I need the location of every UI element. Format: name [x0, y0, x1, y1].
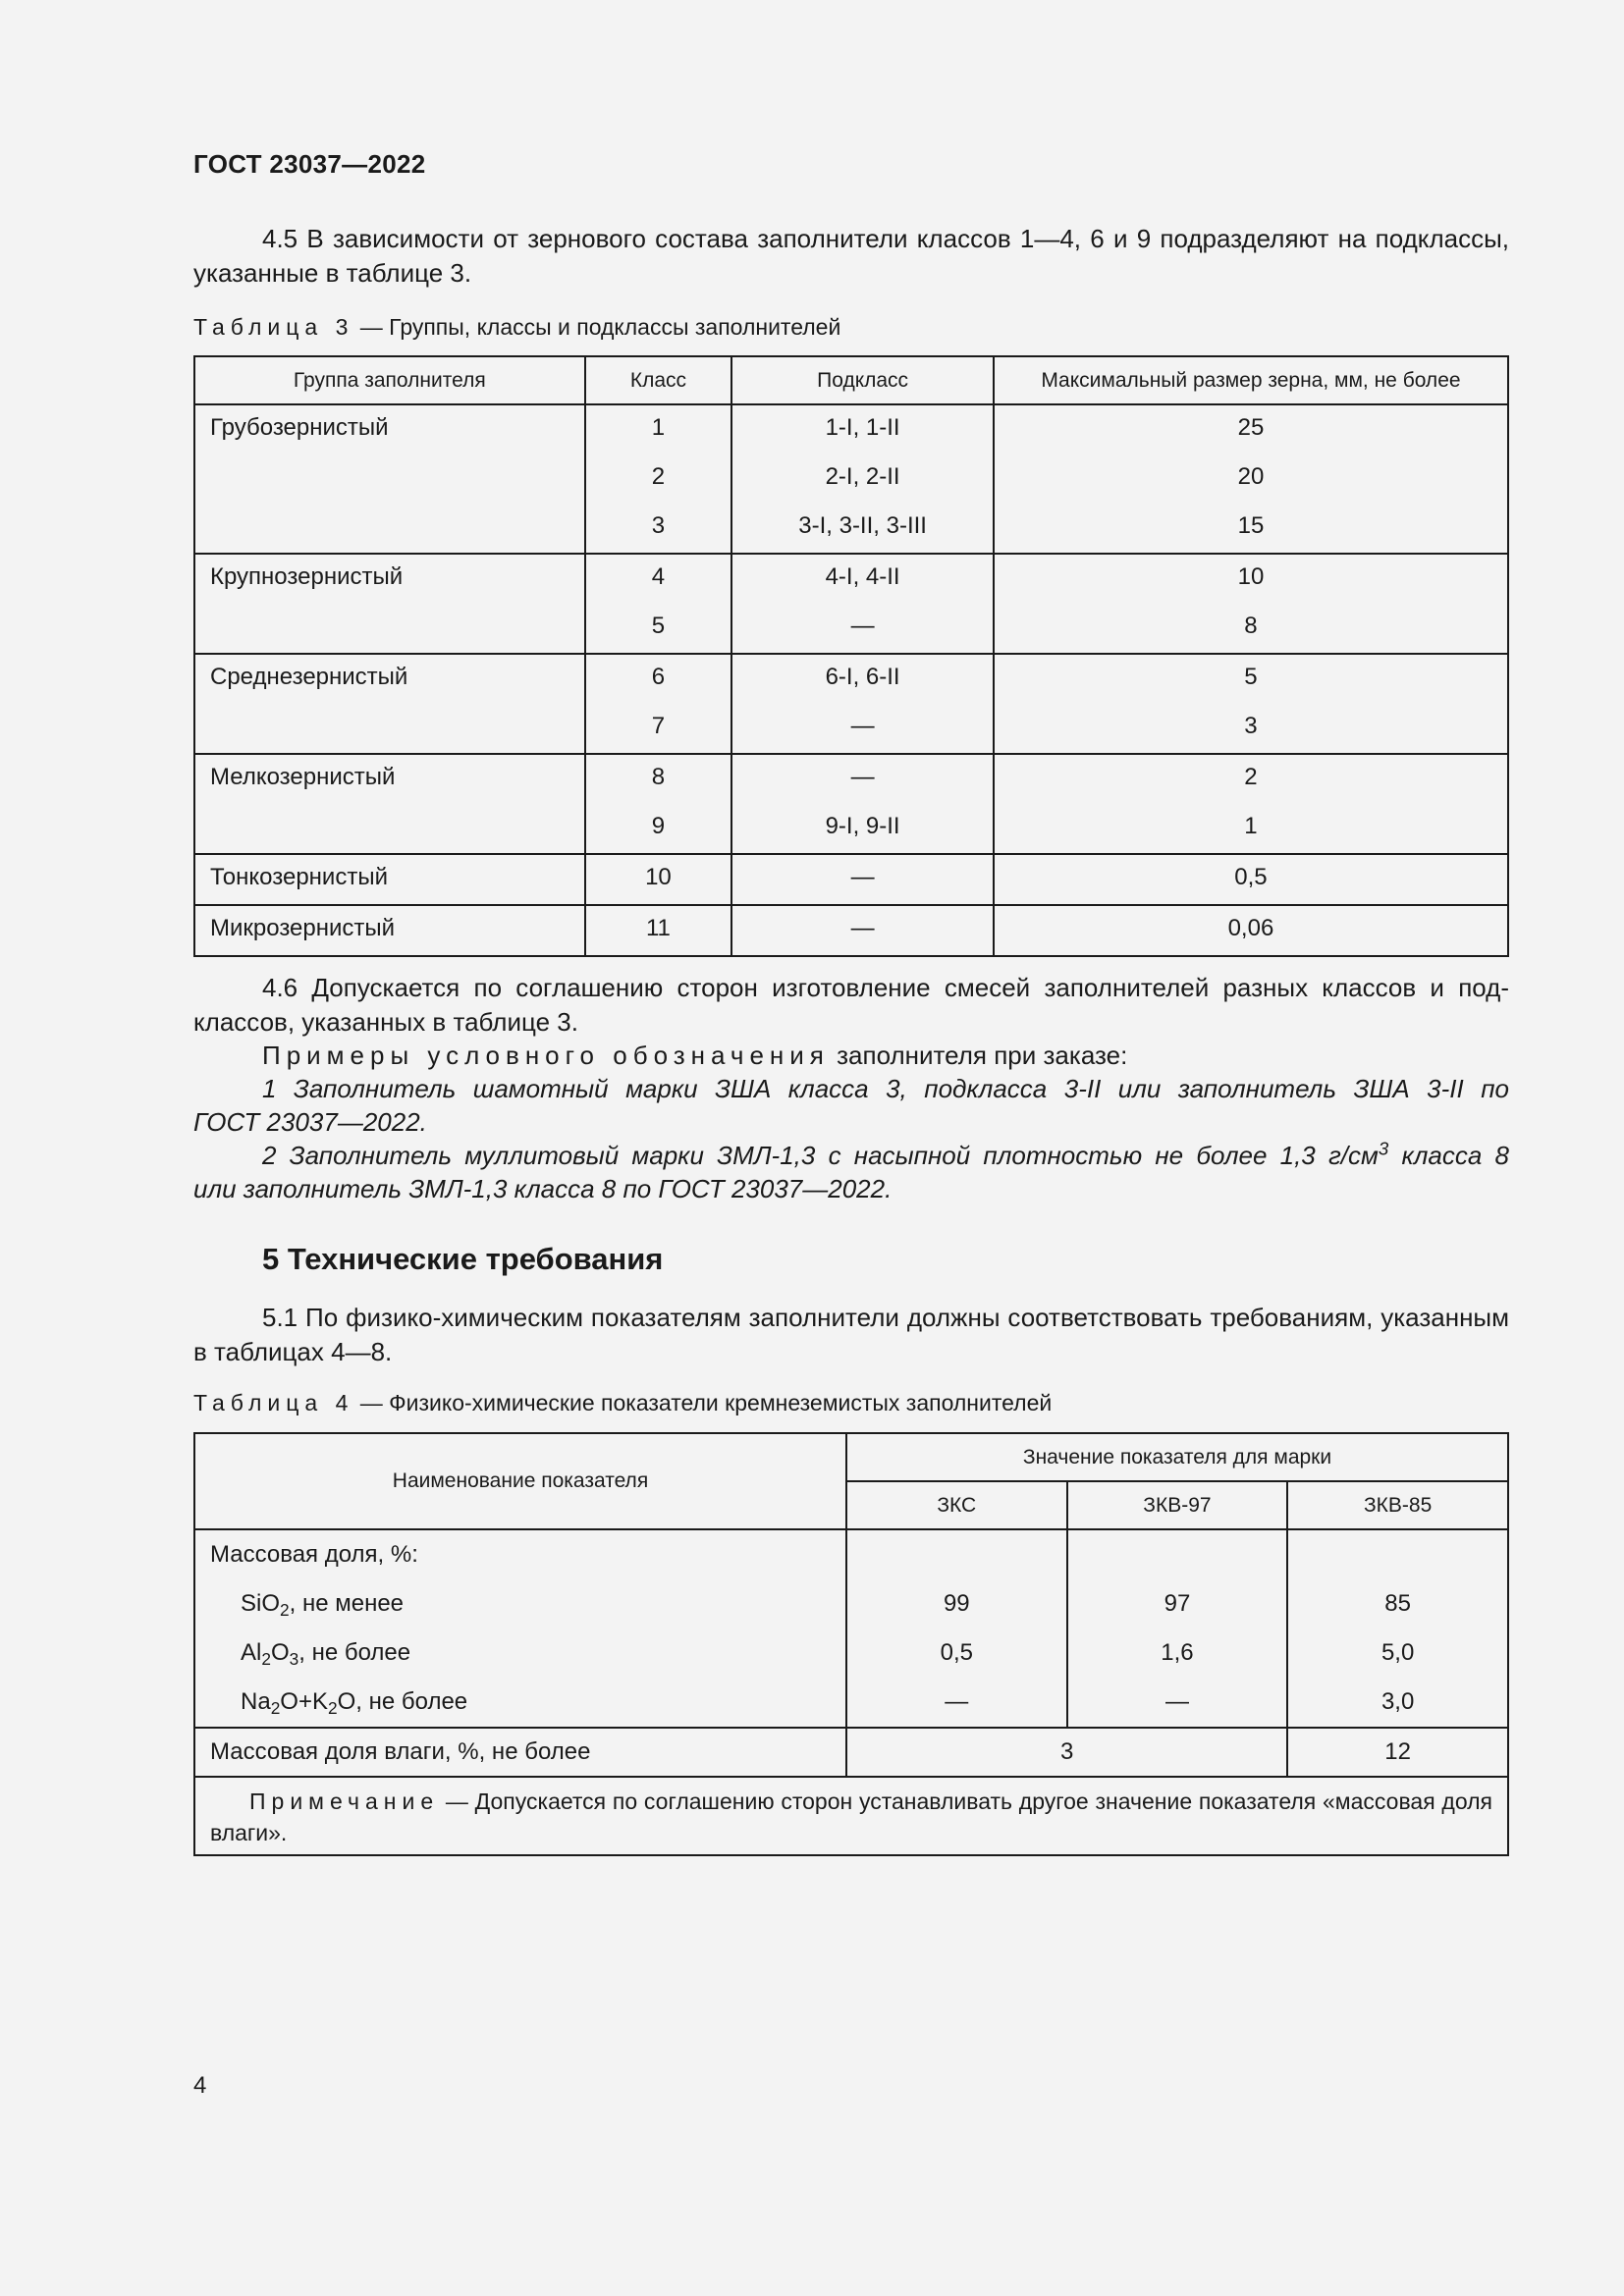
paragraph-4-6-line-2: классов, указанных в таблице 3.: [193, 1007, 578, 1037]
table-4: [193, 1432, 1509, 1856]
table-4-note: [194, 1777, 1508, 1855]
class-value: 11: [645, 915, 671, 941]
value-cell: —: [1164, 1688, 1189, 1715]
subscript: 2: [328, 1698, 338, 1719]
subclass-value: —: [850, 764, 875, 790]
example-1-line-1: [193, 1072, 1509, 1106]
class-value: 9: [651, 813, 666, 839]
na2o-label: [210, 1678, 845, 1727]
group-name: Микрозернистый: [210, 915, 396, 941]
class-value: 3: [651, 512, 666, 539]
al2o3-label-c: , не более: [298, 1639, 411, 1666]
examples-text: заполнителя при заказе:: [829, 1041, 1128, 1070]
value-cell: 99: [943, 1590, 970, 1617]
max-size-value: 2: [1244, 764, 1258, 790]
subclass-value: 4-I, 4-II: [825, 563, 900, 590]
class-value: 10: [645, 864, 672, 890]
table-3-header-max-size: Максимальный размер зерна, мм, не более: [994, 356, 1508, 404]
paragraph-4-6-line-1: [193, 971, 1509, 1005]
mass-fraction-label: Массовая доля, %:: [210, 1541, 418, 1568]
table-3-caption: [193, 312, 840, 342]
class-value: 5: [651, 613, 666, 639]
max-size-value: 3: [1244, 713, 1258, 739]
table-4-header-values: Значение показателя для марки: [846, 1433, 1508, 1481]
max-size-value: 5: [1244, 664, 1258, 690]
subclass-value: 2-I, 2-II: [825, 463, 900, 490]
example-2-line-1: [193, 1139, 1509, 1173]
section-5-title: 5 Технические требования: [262, 1242, 664, 1276]
note-label: Примечание: [249, 1789, 440, 1814]
superscript: 3: [1378, 1138, 1389, 1159]
note-text: — Допускается по соглашению сторон устанавливать другое значение показателя «массовая доля влаги».: [210, 1789, 1492, 1845]
paragraph-5-1: [193, 1301, 1509, 1369]
subclass-value: 1-I, 1-II: [825, 414, 900, 441]
paragraph-4-6-text-1: 4.6 Допускается по соглашению сторон изготовление смесей заполнителей разных классов и под-: [262, 973, 1509, 1002]
value-cell: 0,5: [940, 1639, 973, 1666]
class-value: 4: [651, 563, 666, 590]
max-size-value: 0,5: [1234, 864, 1268, 890]
value-cell: 1,6: [1161, 1639, 1194, 1666]
na2o-label-a: Na: [241, 1688, 271, 1715]
table-row: [194, 554, 1508, 654]
class-value: 2: [651, 463, 666, 490]
table-3-header-group: Группа заполнителя: [194, 356, 585, 404]
subscript: 2: [270, 1698, 281, 1719]
table-4-header-brand: ЗКС: [846, 1481, 1067, 1529]
table-note-row: [194, 1777, 1508, 1855]
document-header: ГОСТ 23037—2022: [193, 149, 426, 179]
na2o-label-c: O, не более: [337, 1688, 468, 1715]
value-cell: —: [945, 1688, 969, 1715]
table-3-header-row: [194, 356, 1508, 404]
moisture-label: Массовая доля влаги, %, не более: [194, 1728, 846, 1777]
group-name: Среднезернистый: [210, 664, 408, 690]
example-2-text-1b: класса 8: [1388, 1141, 1509, 1170]
table-3-caption-text: — Группы, классы и подклассы заполнителей: [353, 314, 841, 340]
subscript: 2: [280, 1600, 290, 1621]
table-4-header-name: Наименование показателя: [194, 1433, 846, 1529]
table-row: [194, 654, 1508, 754]
table-3: [193, 355, 1509, 957]
sio2-label-b: , не менее: [289, 1590, 405, 1617]
sio2-label-a: SiO: [241, 1590, 281, 1617]
value-cell: 85: [1384, 1590, 1411, 1617]
class-value: 1: [651, 414, 666, 441]
max-size-value: 1: [1244, 813, 1258, 839]
table-row: [194, 1529, 1508, 1728]
al2o3-label-b: O: [270, 1639, 290, 1666]
na2o-label-b: O+K: [280, 1688, 328, 1715]
class-value: 6: [651, 664, 666, 690]
table-3-caption-label: Таблица 3: [193, 314, 354, 340]
table-4-caption-text: — Физико-химические показатели кремнеземистых заполнителей: [353, 1390, 1053, 1415]
examples-label: Примеры условного обозначения: [262, 1041, 830, 1070]
paragraph-5-1-text: 5.1 По физико-химическим показателям заполнители должны соответствовать требованиям, указанным в таблицах 4—8.: [193, 1303, 1509, 1366]
al2o3-label-a: Al: [241, 1639, 262, 1666]
page-number: 4: [193, 2072, 207, 2099]
examples-intro: [262, 1039, 1127, 1073]
table-row: [194, 1728, 1508, 1777]
value-cell: 97: [1164, 1590, 1191, 1617]
subclass-value: —: [850, 713, 875, 739]
subclass-value: 3-I, 3-II, 3-III: [798, 512, 927, 539]
example-2-line-2: или заполнитель ЗМЛ-1,3 класса 8 по ГОСТ 23037—2022.: [193, 1174, 893, 1203]
group-name: Тонкозернистый: [210, 864, 388, 890]
group-name: Мелкозернистый: [210, 764, 396, 790]
max-size-value: 15: [1237, 512, 1265, 539]
table-4-header-row-1: [194, 1433, 1508, 1481]
table-row: [194, 854, 1508, 905]
subscript: 3: [289, 1649, 299, 1670]
moisture-value-merged: 3: [846, 1728, 1287, 1777]
table-4-header-brand: ЗКВ-85: [1287, 1481, 1508, 1529]
max-size-value: 8: [1244, 613, 1258, 639]
max-size-value: 25: [1237, 414, 1265, 441]
sio2-label: [210, 1579, 845, 1629]
example-1-line-2: ГОСТ 23037—2022.: [193, 1107, 427, 1137]
subclass-value: 9-I, 9-II: [825, 813, 900, 839]
paragraph-4-5-text: 4.5 В зависимости от зернового состава заполнители классов 1—4, 6 и 9 подразделяют на подклассы, указанные в таблице 3.: [193, 224, 1509, 288]
subclass-value: —: [850, 613, 875, 639]
group-name: Крупнозернистый: [210, 563, 404, 590]
table-3-header-subclass: Подкласс: [731, 356, 994, 404]
paragraph-4-5: [193, 222, 1509, 291]
table-4-caption: [193, 1388, 1052, 1417]
max-size-value: 10: [1237, 563, 1265, 590]
table-row: [194, 754, 1508, 854]
subclass-value: 6-I, 6-II: [825, 664, 900, 690]
al2o3-label: [210, 1629, 845, 1678]
subclass-value: —: [850, 915, 875, 941]
group-name: Грубозернистый: [210, 414, 389, 441]
max-size-value: 0,06: [1227, 915, 1274, 941]
value-cell: 3,0: [1380, 1688, 1415, 1715]
class-value: 8: [651, 764, 666, 790]
table-3-header-class: Класс: [585, 356, 732, 404]
subclass-value: —: [850, 864, 875, 890]
table-4-header-brand: ЗКВ-97: [1067, 1481, 1288, 1529]
table-row: [194, 404, 1508, 554]
max-size-value: 20: [1237, 463, 1265, 490]
example-1-text-1: 1 Заполнитель шамотный марки ЗША класса 3, подкласса 3-II или заполнитель ЗША 3-II по: [262, 1074, 1509, 1103]
value-cell: 5,0: [1380, 1639, 1415, 1666]
subscript: 2: [261, 1649, 271, 1670]
moisture-value: 12: [1287, 1728, 1508, 1777]
table-4-caption-label: Таблица 4: [193, 1390, 354, 1415]
class-value: 7: [651, 713, 666, 739]
table-row: [194, 905, 1508, 956]
example-2-text-1a: 2 Заполнитель муллитовый марки ЗМЛ-1,3 с насыпной плотностью не более 1,3 г/см: [262, 1141, 1379, 1170]
